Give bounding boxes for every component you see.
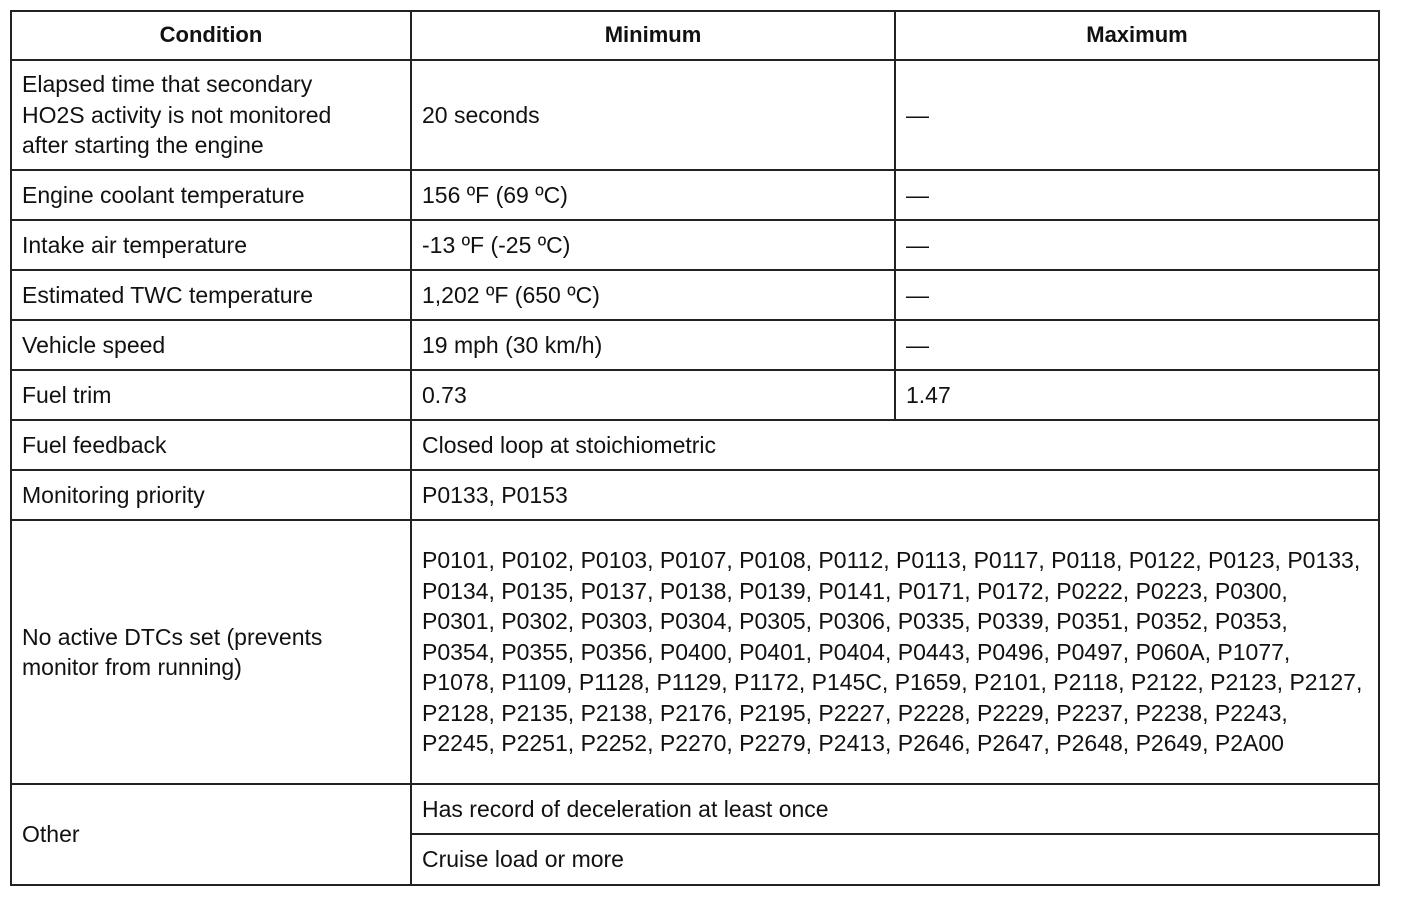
table-row-maximum: 1.47	[896, 371, 1378, 421]
table-row-condition: Vehicle speed	[12, 321, 412, 371]
table-row-minimum: 156 ºF (69 ºC)	[412, 171, 896, 221]
table-row-maximum: —	[896, 321, 1378, 371]
table-row-minimum: 1,202 ºF (650 ºC)	[412, 271, 896, 321]
header-maximum: Maximum	[896, 12, 1378, 61]
table-row-minimum: 20 seconds	[412, 61, 896, 171]
header-condition: Condition	[12, 12, 412, 61]
table-row-condition: Intake air temperature	[12, 221, 412, 271]
table-row-condition: Fuel feedback	[12, 421, 412, 471]
table-row-maximum: —	[896, 271, 1378, 321]
table-row-condition: Monitoring priority	[12, 471, 412, 521]
table-row-condition: Engine coolant temperature	[12, 171, 412, 221]
table-row-maximum: —	[896, 221, 1378, 271]
table-row-minimum: 19 mph (30 km/h)	[412, 321, 896, 371]
other-value: Has record of deceleration at least once	[412, 785, 1378, 835]
table-row-condition: Fuel trim	[12, 371, 412, 421]
table-row-maximum: —	[896, 171, 1378, 221]
table-row-value: P0133, P0153	[412, 471, 1378, 521]
table-row-condition: Estimated TWC temperature	[12, 271, 412, 321]
header-minimum: Minimum	[412, 12, 896, 61]
table-row-minimum: 0.73	[412, 371, 896, 421]
other-value: Cruise load or more	[422, 846, 624, 873]
table-row-condition: No active DTCs set (prevents monitor from running)	[12, 521, 412, 785]
table-row-maximum: —	[896, 61, 1378, 171]
table-row-value: Closed loop at stoichiometric	[412, 421, 1378, 471]
conditions-table	[10, 10, 1380, 886]
table-row-minimum: -13 ºF (-25 ºC)	[412, 221, 896, 271]
table-row-condition-other: Other	[12, 785, 412, 884]
table-row-condition: Elapsed time that secondary HO2S activity is not monitored after starting the engine	[12, 61, 412, 171]
dtc-list: P0101, P0102, P0103, P0107, P0108, P0112, P0113, P0117, P0118, P0122, P0123, P0133, P0134, P0135, P0137, P0138, P0139, P0141, P0171, P0172, P0222, P0223, P0300, P0301, P0302, P0303, P0304, P0305, P0306, P0335, P0339, P0351, P0352, P0353, P0354, P0355, P0356, P0400, P0401, P0404, P0443, P0496, P0497, P060A, P1077, P1078, P1109, P1128, P1129, P1172, P145C, P1659, P2101, P2118, P2122, P2123, P2127, P2128, P2135, P2138, P2176, P2195, P2227, P2228, P2229, P2237, P2238, P2243, P2245, P2251, P2252, P2270, P2279, P2413, P2646, P2647, P2648, P2649, P2A00	[412, 521, 1378, 785]
